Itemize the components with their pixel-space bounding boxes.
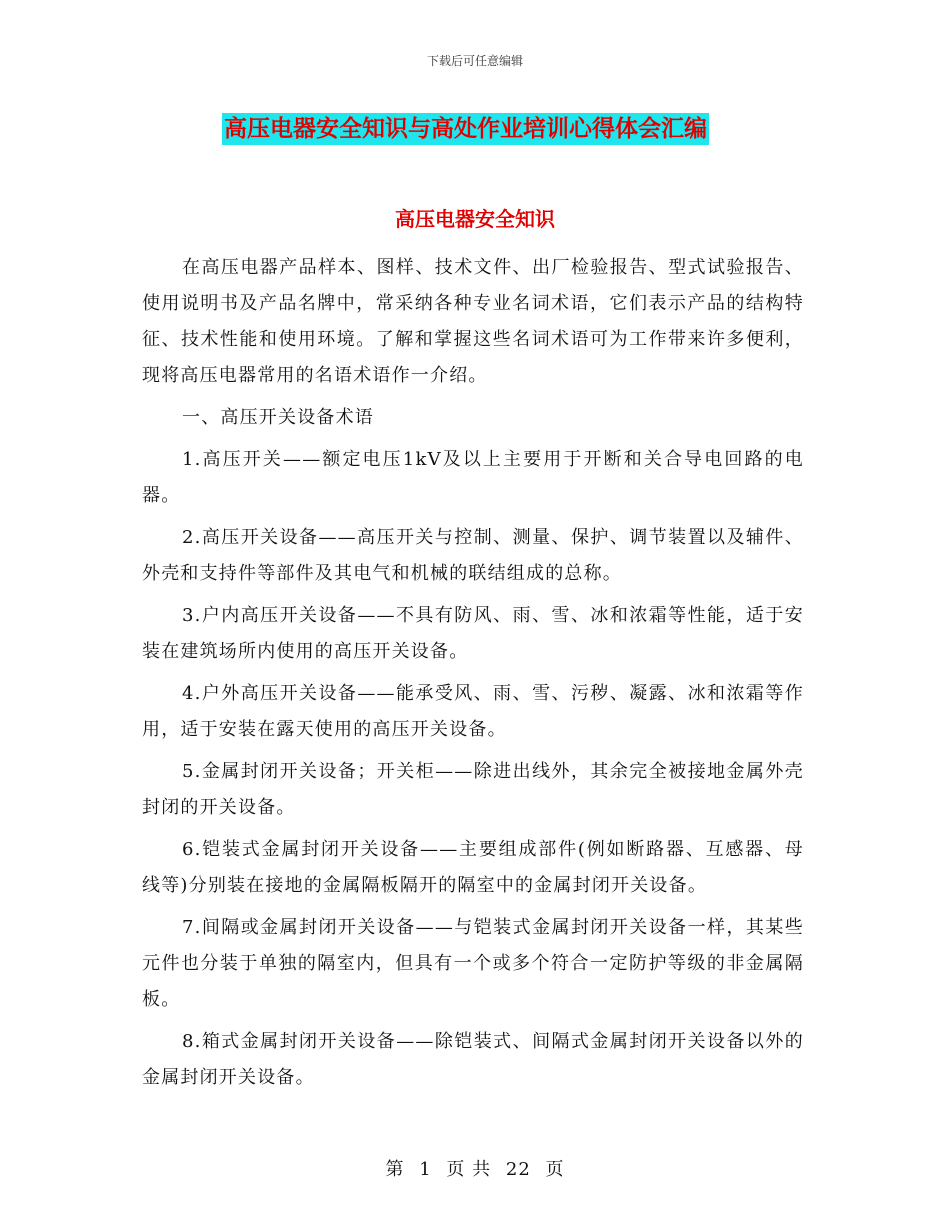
footer-middle: 页 共 xyxy=(446,1159,492,1180)
paragraph-item-4: 4.户外高压开关设备——能承受风、雨、雪、污秽、凝露、冰和浓霜等作用，适于安装在露天使用的高压开关设备。 xyxy=(142,683,804,740)
footer-page-number: 1 xyxy=(419,1159,432,1180)
document-title: 高压电器安全知识与高处作业培训心得体会汇编 xyxy=(222,113,709,145)
footer-prefix: 第 xyxy=(385,1159,405,1180)
page-footer xyxy=(0,1155,950,1181)
paragraph-item-5: 5.金属封闭开关设备；开关柜——除进出线外，其余完全被接地金属外壳封闭的开关设备。 xyxy=(142,761,804,818)
paragraph-intro: 在高压电器产品样本、图样、技术文件、出厂检验报告、型式试验报告、使用说明书及产品名牌中，常采纳各种专业名词术语，它们表示产品的结构特征、技术性能和使用环境。了解和掌握这些名词术语可为工作带来许多便利，现将高压电器常用的名语术语作一介绍。 xyxy=(142,257,804,386)
paragraph-item-6: 6.铠装式金属封闭开关设备——主要组成部件(例如断路器、互感器、母线等)分别装在接地的金属隔板隔开的隔室中的金属封闭开关设备。 xyxy=(142,839,804,896)
section-title: 高压电器安全知识 xyxy=(395,207,555,231)
paragraph-item-3: 3.户内高压开关设备——不具有防风、雨、雪、冰和浓霜等性能，适于安装在建筑场所内使用的高压开关设备。 xyxy=(142,605,804,662)
footer-suffix: 页 xyxy=(545,1159,565,1180)
paragraph-heading-1: 一、高压开关设备术语 xyxy=(182,407,374,428)
header-note: 下载后可任意编辑 xyxy=(426,54,523,68)
paragraph-item-7: 7.间隔或金属封闭开关设备——与铠装式金属封闭开关设备一样，其某些元件也分装于单独的隔室内，但具有一个或多个符合一定防护等级的非金属隔板。 xyxy=(142,917,804,1010)
paragraph-item-8: 8.箱式金属封闭开关设备——除铠装式、间隔式金属封闭开关设备以外的金属封闭开关设备。 xyxy=(142,1031,804,1088)
paragraph-item-2: 2.高压开关设备——高压开关与控制、测量、保护、调节装置以及辅件、外壳和支持件等部件及其电气和机械的联结组成的总称。 xyxy=(142,527,804,584)
footer-total-pages: 22 xyxy=(505,1159,531,1180)
document-body xyxy=(142,250,804,1102)
paragraph-item-1: 1.高压开关——额定电压1kV及以上主要用于开断和关合导电回路的电器。 xyxy=(142,449,804,506)
